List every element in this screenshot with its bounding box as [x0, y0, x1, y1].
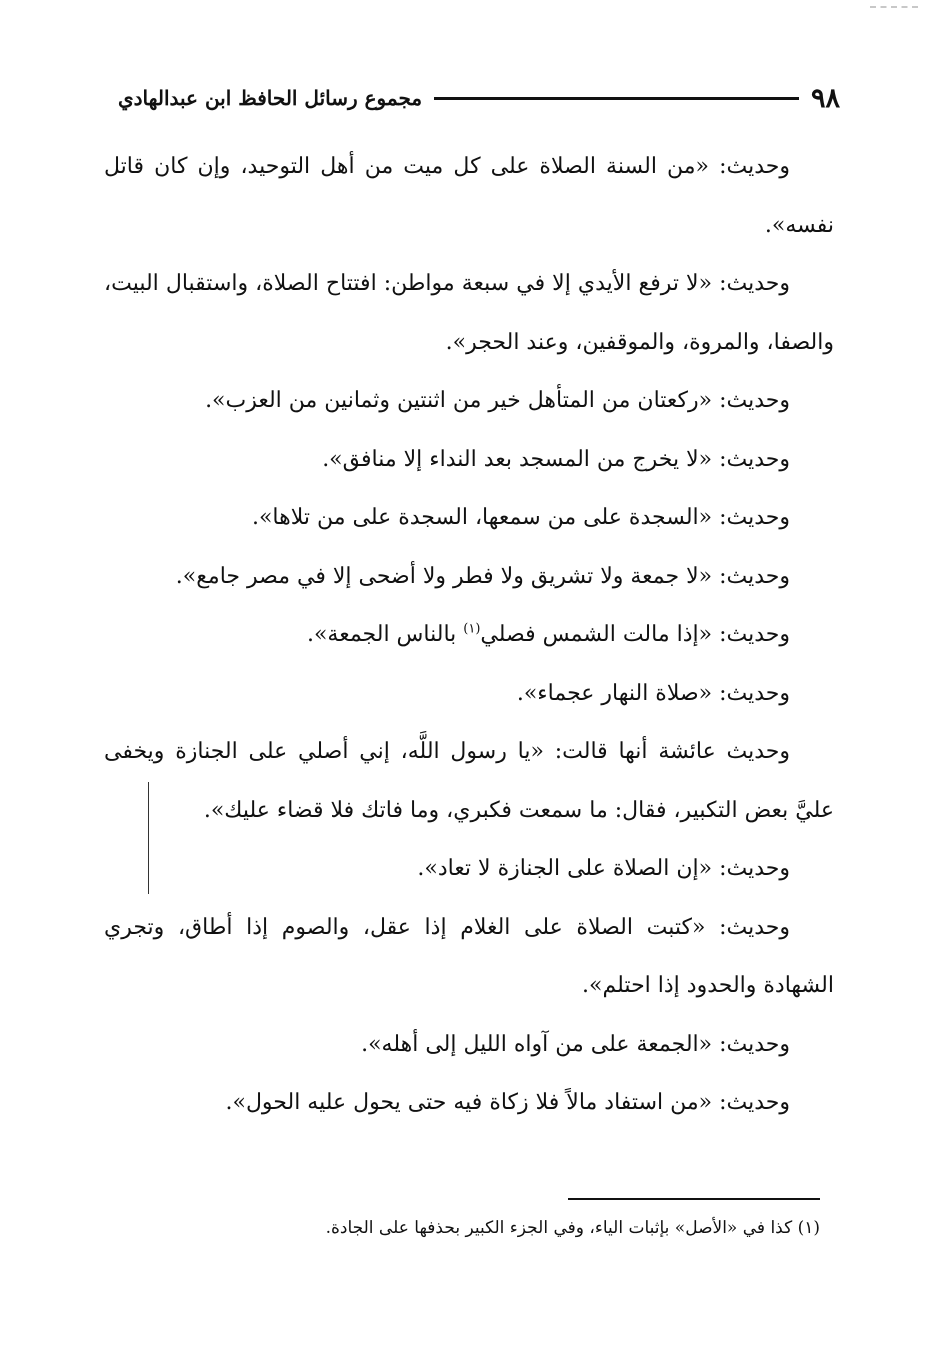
- paragraph-text: وحديث: «إذا مالت الشمس فصلي: [480, 622, 790, 647]
- main-text: [104, 138, 834, 1133]
- hadith-paragraph: وحديث: «إن الصلاة على الجنازة لا تعاد».: [417, 856, 790, 881]
- footnote: (١) كذا في «الأصل» بإثبات الياء، وفي الجزء الكبير بحذفها على الجادة.: [325, 1218, 820, 1238]
- running-title: مجموع رسائل الحافظ ابن عبدالهادي: [118, 86, 423, 110]
- corner-mark: [870, 6, 918, 8]
- footnote-rule: [568, 1198, 820, 1200]
- header-rule: [434, 97, 799, 100]
- hadith-paragraph: وحديث عائشة أنها قالت: «يا رسول اللَّه، إني أصلي على الجنازة ويخفى عليَّ بعض التكبير، فقال: ما سمعت فكبري، وما فاتك فلا قضاء عليك».: [104, 739, 834, 823]
- hadith-paragraph: وحديث: «ركعتان من المتأهل خير من اثنتين وثمانين من العزب».: [205, 388, 790, 413]
- page-header: [118, 78, 840, 118]
- hadith-paragraph: وحديث: «من استفاد مالاً فلا زكاة فيه حتى يحول عليه الحول».: [225, 1090, 790, 1115]
- hadith-paragraph: وحديث: «لا جمعة ولا تشريق ولا فطر ولا أضحى إلا في مصر جامع».: [175, 563, 790, 589]
- paragraph-text: بالناس الجمعة».: [306, 622, 464, 647]
- hadith-paragraph: وحديث: «الجمعة على من آواه الليل إلى أهله».: [361, 1031, 790, 1057]
- footnote-reference[interactable]: (١): [463, 621, 481, 637]
- hadith-paragraph: وحديث: «كتبت الصلاة على الغلام إذا عقل، والصوم إذا أطاق، وتجري الشهادة والحدود إذا احتلم».: [104, 914, 834, 998]
- margin-line: [148, 782, 149, 894]
- hadith-paragraph: [104, 606, 834, 665]
- hadith-paragraph: وحديث: «من السنة الصلاة على كل ميت من أهل التوحيد، وإن كان قاتل نفسه».: [104, 154, 834, 238]
- hadith-paragraph: وحديث: «لا ترفع الأيدي إلا في سبعة مواطن: افتتاح الصلاة، واستقبال البيت، والصفا، والمروة، والموقفين، وعند الحجر».: [104, 271, 834, 355]
- page-number: ٩٨: [810, 82, 840, 114]
- hadith-paragraph: وحديث: «صلاة النهار عجماء».: [516, 680, 790, 706]
- hadith-paragraph: وحديث: «السجدة على من سمعها، السجدة على من تلاها».: [251, 505, 790, 530]
- hadith-paragraph: وحديث: «لا يخرج من المسجد بعد النداء إلا منافق».: [322, 446, 790, 472]
